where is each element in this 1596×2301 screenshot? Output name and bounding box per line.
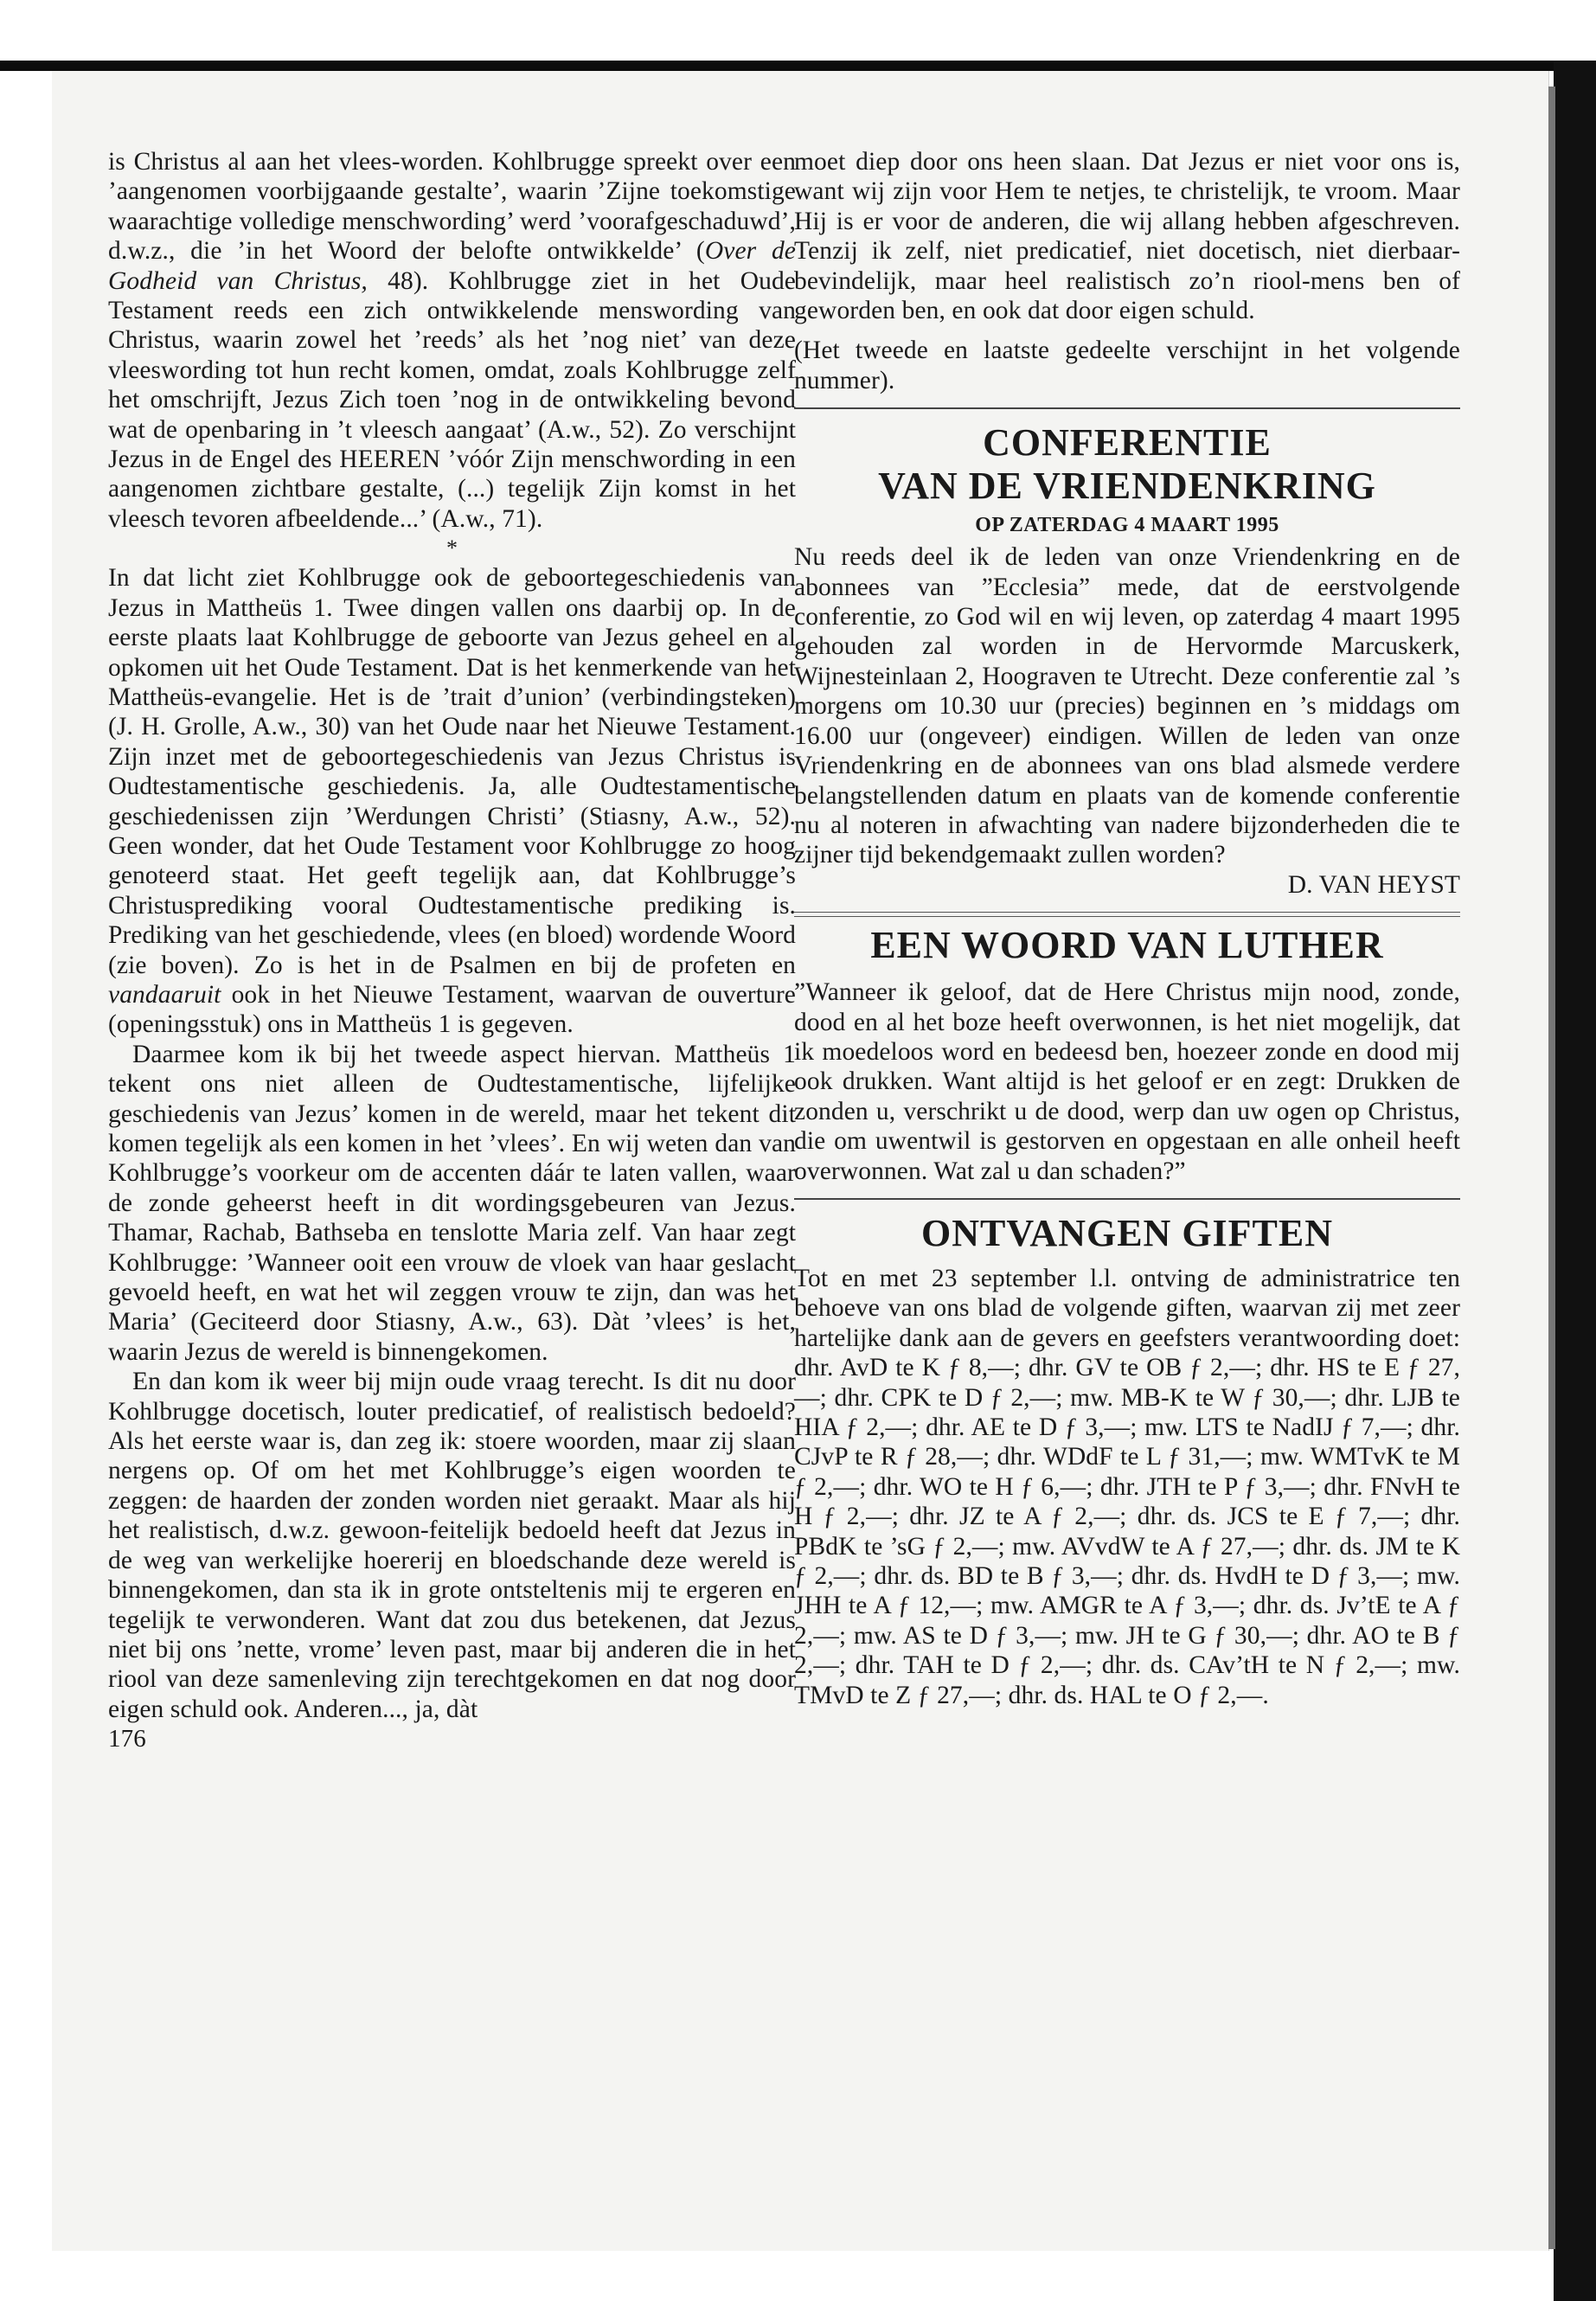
conference-heading-line1: CONFERENTIE (983, 421, 1272, 465)
luther-heading: EEN WOORD VAN LUTHER (870, 924, 1384, 967)
article-text: 48). Kohlbrugge ziet in het Oude Testament reeds een zich ontwikkelende menswording van Christus, waarin zowel het ’reeds’ als het ’nog niet’ van deze vleeswording tot hun recht komen, omdat, zoals Kohlbrugge zelf het omschrijft, Jezus Zich toen ’nog in de ontwikkeling bevond wat de openbaring in ’t vleesch aangaat’ (A.w., 52). Zo verschijnt Jezus in de Engel des HEEREN ’vóór Zijn menschwording in een aangenomen zichtbare gestalte, (...) tegelijk Zijn komst in het vleesch tevoren afbeeldende...’ (A.w., 71). (108, 266, 796, 533)
article-paragraph: Daarmee kom ik bij het tweede aspect hiervan. Mattheüs 1 tekent ons niet alleen de Oudtestamentische, lijfelijke geschiedenis van Jezus’ komen in de wereld, maar het tekent dit komen tegelijk als een komen in het ’vlees’. En wij weten dan van Kohlbrugge’s voorkeur om de accenten dáár te laten vallen, waar de zonde geheerst heeft in dit wordingsgebeuren van Jezus. Thamar, Rachab, Bathseba en tenslotte Maria zelf. Van haar zegt Kohlbrugge: ’Wanneer ooit een vrouw de vloek van haar geslacht gevoeld heeft, en wat het wil zeggen vrouw te zijn, dan was het Maria’ (Geciteerd door Stiasny, A.w., 63). Dàt ’vlees’ is het, waarin Jezus de wereld is binnengekomen. (108, 1040, 796, 1366)
conference-subheading: OP ZATERDAG 4 MAART 1995 (975, 514, 1279, 537)
scan-page-fold (1548, 87, 1555, 2249)
article-paragraph: En dan kom ik weer bij mijn oude vraag terecht. Is dit nu door Kohlbrugge docetisch, louter predicatief, of realistisch bedoeld? Als het eerste waar is, dan zeg ik: stoere woorden, maar zij slaan nergens op. Of om het met Kohlbrugge’s eigen woorden te zeggen: de haarden der zonden worden niet geraakt. Maar als hij het realistisch, d.w.z. gewoon-feitelijk bedoeld heeft dat Jezus in de weg van werkelijke hoererij en bloedschande deze wereld is binnengekomen, dan sta ik in grote ontsteltenis mij te ergeren en tegelijk te verwonderen. Want dat zou dus betekenen, dat Jezus niet bij ons ’nette, vrome’ leven past, maar bij anderen die in het riool van deze samenleving zijn terechtgekomen en dat nog door eigen schuld ook. Anderen..., ja, dàt (108, 1368, 796, 1723)
left-column (108, 147, 796, 1754)
emphasis-text: vandaaruit (108, 980, 221, 1009)
section-divider (794, 407, 1460, 409)
section-separator: * (445, 535, 458, 561)
article-text: ook in het Nieuwe Testament, waarvan de ouverture (openingsstuk) ons in Mattheüs 1 is gegeven. (108, 980, 796, 1039)
conference-announcement: Nu reeds deel ik de leden van onze Vriendenkring en de abonnees van ”Ecclesia” mede, dat de eerstvolgende conferentie, zo God wil en wij leven, op zaterdag 4 maart 1995 gehouden zal worden in de Hervormde Marcuskerk, Wijnesteinlaan 2, Hoograven te Utrecht. Deze conferentie zal ’s morgens om 10.30 uur (precies) beginnen en ’s middags om 16.00 uur (ongeveer) eindigen. Willen de leden van onze Vriendenkring en de abonnees van ons blad alsmede verdere belangstellenden datum en plaats van de komende conferentie nu al noteren in afwachting van nadere bijzonderheden die te zijner tijd bekendgemaakt zullen worden? (794, 543, 1460, 869)
gifts-list: Tot en met 23 september l.l. ontving de administratrice ten behoeve van ons blad de volgende giften, waarvan zij met zeer hartelijke dank aan de gevers en geefsters verantwoording doet: dhr. AvD te K ƒ 8,—; dhr. GV te OB ƒ 2,—; dhr. HS te E ƒ 27,—; dhr. CPK te D ƒ 2,—; mw. MB-K te W ƒ 30,—; dhr. LJB te HIA ƒ 2,—; dhr. AE te D ƒ 3,—; mw. LTS te NadIJ ƒ 7,—; dhr. CJvP te R ƒ 28,—; dhr. WDdF te L ƒ 31,—; mw. WMTvK te M ƒ 2,—; dhr. WO te H ƒ 6,—; dhr. JTH te P ƒ 3,—; dhr. FNvH te H ƒ 2,—; dhr. JZ te A ƒ 2,—; dhr. ds. JCS te E ƒ 7,—; dhr. PBdK te ’sG ƒ 2,—; mw. AVvdW te A ƒ 27,—; dhr. ds. JM te K ƒ 2,—; dhr. ds. BD te B ƒ 3,—; dhr. ds. HvdH te D ƒ 3,—; mw. JHH te A ƒ 12,—; mw. AMGR te A ƒ 3,—; dhr. ds. Jv’tE te A ƒ 2,—; mw. AS te D ƒ 3,—; mw. JH te G ƒ 30,—; dhr. AO te B ƒ 2,—; dhr. TAH te D ƒ 2,—; dhr. ds. CAv’tH te N ƒ 2,—; mw. TMvD te Z ƒ 27,—; dhr. ds. HAL te O ƒ 2,—. (794, 1264, 1460, 1709)
section-divider (794, 1198, 1460, 1200)
scan-right-edge (1554, 61, 1596, 2301)
gifts-heading: ONTVANGEN GIFTEN (920, 1211, 1334, 1254)
continuation-note: (Het tweede en laatste gedeelte verschijnt in het volgende nummer). (794, 336, 1460, 394)
article-paragraph: moet diep door ons heen slaan. Dat Jezus er niet voor ons is, want wij zijn voor Hem te netjes, te christelijk, te vroom. Maar Hij is er voor de anderen, die wij allang hebben afgeschreven. Tenzij ik zelf, niet predicatief, niet docetisch, niet dierbaar-bevindelijk, maar heel realistisch zo’n riool-mens ben of geworden ben, en ook dat door eigen schuld. (794, 148, 1460, 325)
scan-top-edge (0, 61, 1596, 71)
section-divider (794, 912, 1460, 917)
conference-heading-line2: VAN DE VRIENDENKRING (878, 465, 1376, 508)
right-column (794, 147, 1460, 1710)
article-paragraph (108, 563, 796, 1040)
author-signature: D. VAN HEYST (1287, 870, 1460, 899)
luther-quote: ”Wanneer ik geloof, dat de Here Christus mijn nood, zonde, dood en al het boze heeft overwonnen, is het niet mogelijk, dat ik moedeloos word en bedeesd ben, hoezeer zonde en dood mij ook drukken. Want altijd is het geloof er en zegt: Drukken de zonden u, verschrikt u de dood, werp dan uw ogen op Christus, die om uwentwil is gestorven en opgestaan en alle onheil heeft overwonnen. Wat zal u dan schaden?” (794, 978, 1460, 1185)
article-paragraph: is Christus al aan het vlees-worden. Kohlbrugge spreekt over een ’aangenomen voorbijgaande gestalte’, waarin ’Zijne toekomstige waarachtige volledige menschwording’ werd ’voorafgeschaduwd’, d.w.z., die ’in het Woord der belofte ontwikkelde’ (Over de Godheid van Christus, 48). Kohlbrugge ziet in het Oude Testament reeds een zich ontwikkelende menswording van Christus, waarin zowel het ’reeds’ als het ’nog niet’ van deze vleeswording tot hun recht komen, omdat, zoals Kohlbrugge zelf het omschrijft, Jezus Zich toen ’nog in de ontwikkeling bevond wat de openbaring in ’t vleesch aangaat’ (A.w., 52). Zo verschijnt Jezus in de Engel des HEEREN ’vóór Zijn menschwording in een aangenomen zichtbare gestalte, (...) tegelijk Zijn komst in het vleesch tevoren afbeeldende...’ (A.w., 71). (108, 148, 797, 533)
page-number: 176 (108, 1725, 146, 1753)
article-text: is Christus al aan het vlees-worden. Kohlbrugge spreekt over een ’aangenomen voorbijgaande gestalte’, waarin ’Zijne toekomstige waarachtige volledige menschwording’ werd ’voorafgeschaduwd’, d.w.z., die ’in het Woord der belofte ontwikkelde’ (108, 148, 796, 266)
article-text: In dat licht ziet Kohlbrugge ook de geboortegeschiedenis van Jezus in Mattheüs 1. Twee dingen vallen ons daarbij op. In de eerste plaats laat Kohlbrugge de geboorte van Jezus geheel en al opkomen uit het Oude Testament. Dat is het kenmerkende van het Mattheüs-evangelie. Het is de ’trait d’union’ (verbindingsteken) (J. H. Grolle, A.w., 30) van het Oude naar het Nieuwe Testament. Zijn inzet met de geboortegeschiedenis van Jezus Christus is Oudtestamentische geschiedenis. Ja, alle Oudtestamentische geschiedenissen zijn ’Werdungen Christi’ (Stiasny, A.w., 52). Geen wonder, dat het Oude Testament voor Kohlbrugge zo hoog genoteerd staat. Het geeft tegelijk aan, dat Kohlbrugge’s Christusprediking vooral Oudtestamentische prediking is. Prediking van het geschiedende, vlees (en bloed) wordende Woord (zie boven). Zo is het in de Psalmen en bij de profeten en (108, 564, 796, 979)
citation-title: Over de Godheid van Christus, (108, 237, 797, 295)
